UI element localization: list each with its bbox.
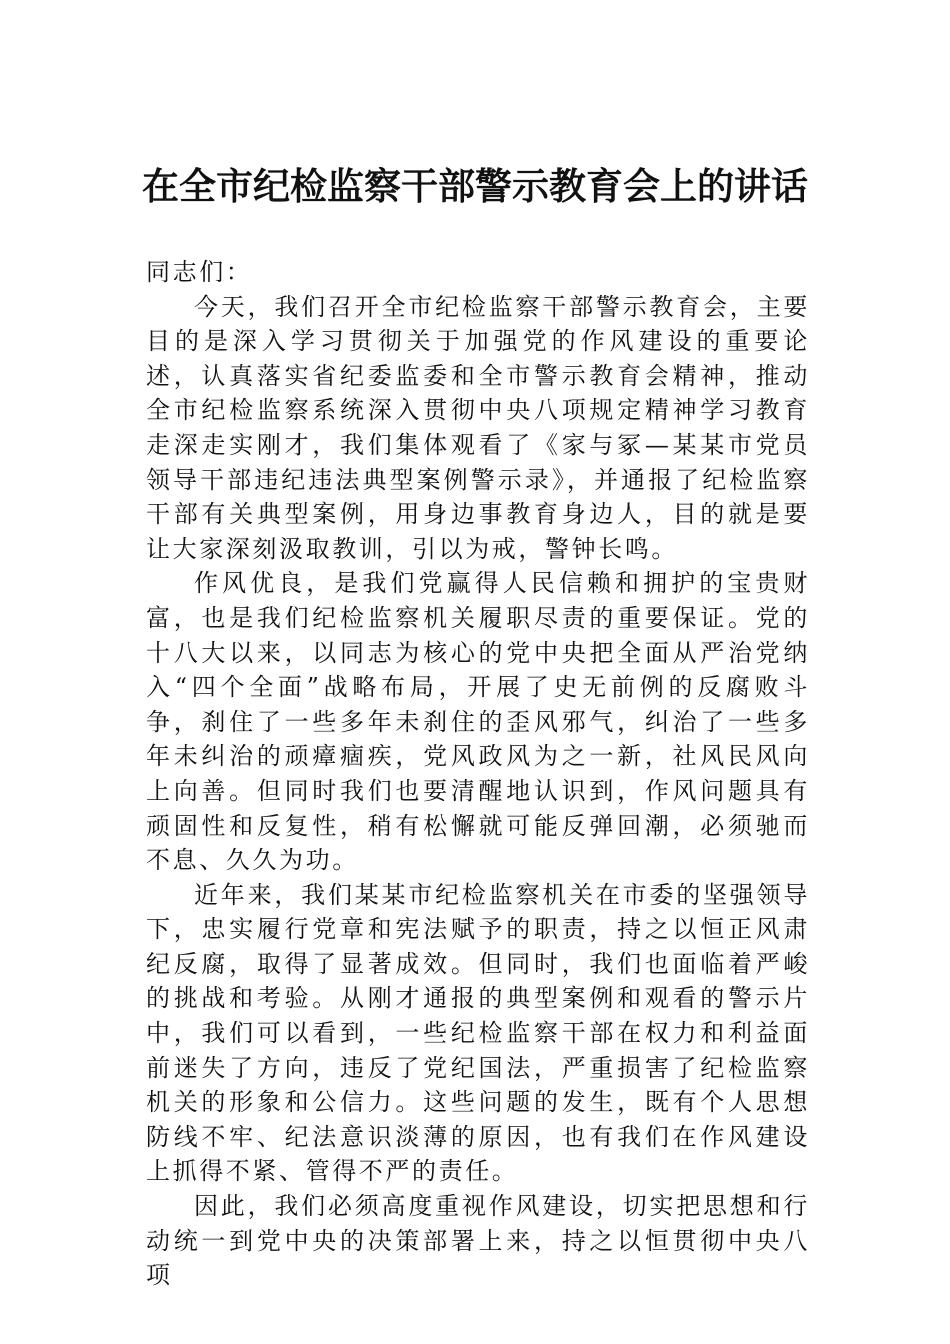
- paragraph-4: 因此，我们必须高度重视作风建设，切实把思想和行动统一到党中央的决策部署上来，持之以恒贯彻中央八项: [146, 1192, 810, 1290]
- salutation: 同志们：: [146, 258, 253, 286]
- document-title: 在全市纪检监察干部警示教育会上的讲话: [142, 164, 808, 208]
- paragraph-1: 今天，我们召开全市纪检监察干部警示教育会，主要目的是深入学习贯彻关于加强党的作风建设的重要论述，认真落实省纪委监委和全市警示教育会精神，推动全市纪检监察系统深入贯彻中央八项规定精神学习教育走深走实刚才，我们集体观看了《家与冢—某某市党员领导干部违纪违法典型案例警示录》，并通报了纪检监察干部有关典型案例，用身边事教育身边人，目的就是要让大家深刻汲取教训，引以为戒，警钟长鸣。: [146, 292, 810, 563]
- paragraph-3: 近年来，我们某某市纪检监察机关在市委的坚强领导下，忠实履行党章和宪法赋予的职责，持之以恒正风肃纪反腐，取得了显著成效。但同时，我们也面临着严峻的挑战和考验。从刚才通报的典型案例和观看的警示片中，我们可以看到，一些纪检监察干部在权力和利益面前迷失了方向，违反了党纪国法，严重损害了纪检监察机关的形象和公信力。这些问题的发生，既有个人思想防线不牢、纪法意识淡薄的原因，也有我们在作风建设上抓得不紧、管得不严的责任。: [146, 880, 810, 1186]
- document-body: [146, 255, 810, 1293]
- paragraph-2: 作风优良，是我们党赢得人民信赖和拥护的宝贵财富，也是我们纪检监察机关履职尽责的重要保证。党的十八大以来，以同志为核心的党中央把全面从严治党纳入“四个全面”战略布局，开展了史无前例的反腐败斗争，刹住了一些多年未刹住的歪风邪气，纠治了一些多年未纠治的顽瘴痼疾，党风政风为之一新，社风民风向上向善。但同时我们也要清醒地认识到，作风问题具有顽固性和反复性，稍有松懈就可能反弹回潮，必须驰而不息、久久为功。: [146, 569, 810, 875]
